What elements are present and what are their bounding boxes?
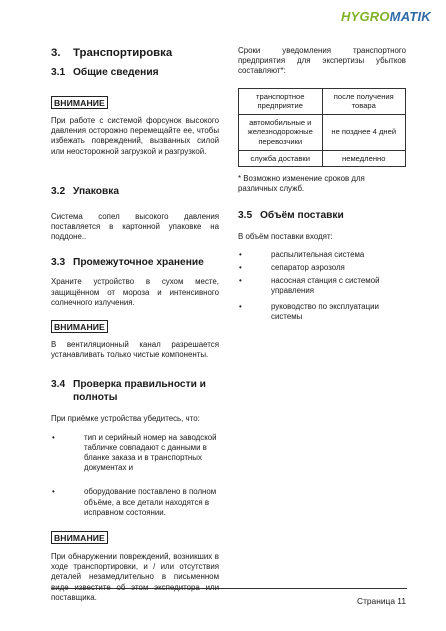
table-row <box>239 114 406 150</box>
section-3-4-text: При приёмке устройства убедитесь, что: <box>51 414 200 424</box>
table-row <box>239 150 406 167</box>
list-item: • тип и серийный номер на заводской табличке совпадают с данными в бланке заказа и в транспортных документах и <box>52 432 217 473</box>
table-cell: служба доставки <box>239 150 323 167</box>
left-column <box>51 46 219 603</box>
table-cell: немедленно <box>322 150 406 167</box>
notification-table <box>238 88 406 168</box>
section-3-1-heading: 3.1 Общие сведения <box>51 67 159 78</box>
page-number: Страница 11 <box>357 596 406 606</box>
list-item: • оборудование поставлено в полном объёме, а все детали находятся в исправном состоянии. <box>52 487 217 517</box>
table-header-cell: транспортное предприятие <box>239 88 323 114</box>
right-column <box>238 46 406 322</box>
table-cell: не позднее 4 дней <box>322 114 406 150</box>
brand-part-2: MATIK <box>389 9 431 24</box>
section-3-3-heading: 3.3 Промежуточное хранение <box>51 257 204 269</box>
table-header-cell: после получения товара <box>322 88 406 114</box>
notification-intro: Сроки уведомления транспортного предприятия для экспертизы убытков составляют*: <box>238 46 406 76</box>
section-3-1-text: При работе с системой форсунок высокого давления осторожно перемещайте ее, чтобы избежать повреждений, вызванных силой или неосторожной загрузкой и разгрузкой. <box>51 116 219 156</box>
table-header-row <box>239 88 406 114</box>
table-cell: автомобильные и железнодорожные перевозчики <box>239 114 323 150</box>
section-3-2-text: Система сопел высокого давления поставляется в картонной упаковке на поддоне.. <box>51 211 219 242</box>
list-item: • сепаратор аэрозоля <box>239 262 345 272</box>
warning-label-3: ВНИМАНИЕ <box>51 531 108 544</box>
warning-label-2: ВНИМАНИЕ <box>51 320 108 333</box>
list-item: • насосная станция с системой управления <box>239 276 380 296</box>
delivery-list <box>238 250 406 322</box>
list-item: • распылительная система <box>239 249 365 259</box>
list-item: • руководство по эксплуатации системы <box>239 301 379 321</box>
warning-label-1: ВНИМАНИЕ <box>51 96 108 109</box>
check-list <box>51 433 219 518</box>
section-3-2-heading: 3.2 Упаковка <box>51 185 119 197</box>
footer-divider <box>51 588 407 589</box>
section-3-3-warning-text: В вентиляционный канал разрешается устанавливать только чистые компоненты. <box>51 340 219 360</box>
section-3-3-text: Храните устройство в сухом месте, защищённом от мороза и интенсивного солнечного излучения. <box>51 277 219 307</box>
brand-part-1: HYGRO <box>341 9 390 24</box>
section-3-5-heading: 3.5 Объём поставки <box>238 209 344 221</box>
brand-logo <box>341 9 431 24</box>
section-3-4-heading: 3.4 Проверка правильности и полноты <box>51 379 206 404</box>
section-3-5-text: В объём поставки входят: <box>238 231 333 241</box>
section-3-4-warning-text: При обнаружении повреждений, возникших в ходе транспортировки, и / или отсутствия деталей незамедлительно в письменном поставщика. <box>51 552 219 602</box>
table-footnote: * Возможно изменение сроков для различных служб. <box>238 174 365 194</box>
section-3-heading: 3. Транспортировка <box>51 47 173 59</box>
